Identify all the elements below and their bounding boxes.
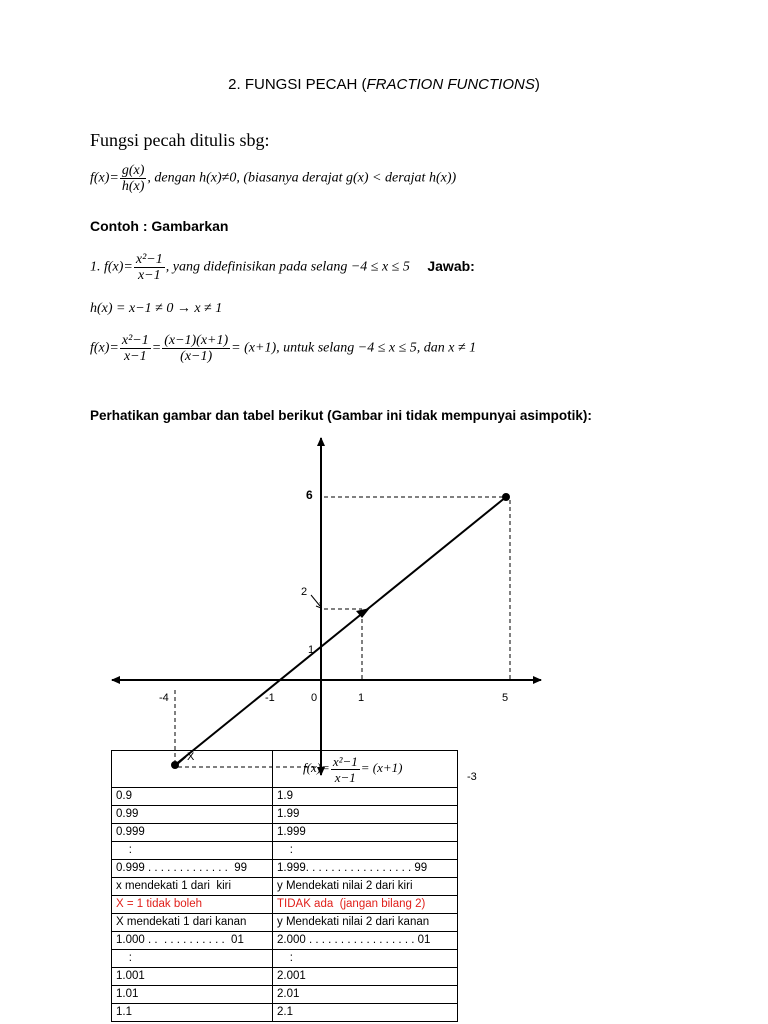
definition-fraction: $\frac{g(x)}{h(x)}$	[121, 163, 145, 194]
example-formula: 1. f(x)= $\frac{\text{x²−1}}{x-1}$ , yang didefinisikan pada selang −4 ≤ x ≤ 5 Jawab:	[90, 252, 475, 283]
header-formula: f(x)= $\frac{\text{x²−1}}{x-1}$ = (x+1)	[303, 753, 403, 785]
cell-y: y Mendekati nilai 2 dari kiri	[273, 878, 458, 896]
endpoint-right	[502, 493, 510, 501]
step2-fraction-1: $\frac{\text{x²−1}}{x-1}$	[121, 333, 149, 364]
cell-x: 1.000 . . . . . . . . . . . . 01	[112, 932, 273, 950]
equals-sign: =	[151, 340, 162, 356]
table-row	[112, 1004, 458, 1022]
intro-text: Fungsi pecah ditulis sbg:	[90, 130, 270, 150]
cell-y: 2.01	[273, 986, 458, 1004]
table-row	[112, 950, 458, 968]
example-heading: Contoh : Gambarkan	[90, 218, 229, 234]
step-1: h(x) = x−1 ≠ 0 → x ≠ 1	[90, 301, 223, 316]
definition-formula: f(x)= $\frac{g(x)}{h(x)}$ , dengan h(x)≠0, (biasanya derajat g(x) < derajat h(x))	[90, 163, 457, 194]
cell-y: 1.9	[273, 788, 458, 806]
table-row	[112, 986, 458, 1004]
y-tick-2: 2	[301, 586, 308, 598]
x-tick-neg4: -4	[159, 692, 169, 704]
cell-y: 2.001	[273, 968, 458, 986]
page-title: 2. FUNGSI PECAH (FRACTION FUNCTIONS)	[228, 76, 540, 93]
table-row	[112, 788, 458, 806]
y-tick-1: 1	[308, 644, 315, 656]
cell-x: 0.999	[112, 824, 273, 842]
cell-y: y Mendekati nilai 2 dari kanan	[273, 914, 458, 932]
cell-x: 1.001	[112, 968, 273, 986]
x-tick-1: 1	[358, 692, 365, 704]
cell-x: 0.999 . . . . . . . . . . . . . 99	[112, 860, 273, 878]
table-row	[112, 896, 458, 914]
cell-y: 2.1	[273, 1004, 458, 1022]
guide-lines	[175, 497, 510, 767]
cell-y: 1.99	[273, 806, 458, 824]
table-row	[112, 860, 458, 878]
table-row	[112, 968, 458, 986]
cell-x: 1.1	[112, 1004, 273, 1022]
table-body	[112, 788, 458, 1022]
cell-x: :	[112, 950, 273, 968]
x-point-label: X	[187, 751, 195, 763]
cell-x: X mendekati 1 dari kanan	[112, 914, 273, 932]
value-table	[111, 750, 458, 1022]
x-tick-5: 5	[502, 692, 509, 704]
answer-label: Jawab:	[427, 257, 475, 274]
x-tick-neg1: -1	[265, 692, 275, 704]
cell-x: X = 1 tidak boleh	[112, 896, 273, 914]
cell-y: TIDAK ada (jangan bilang 2)	[273, 896, 458, 914]
cell-x: 0.9	[112, 788, 273, 806]
cell-x: x mendekati 1 dari kiri	[112, 878, 273, 896]
y-tick-6: 6	[306, 488, 313, 502]
table-row	[112, 842, 458, 860]
table-row	[112, 806, 458, 824]
observe-text: Perhatikan gambar dan tabel berikut (Gambar ini tidak mempunyai asimpotik):	[90, 408, 592, 423]
cell-y: 1.999	[273, 824, 458, 842]
table-row	[112, 932, 458, 950]
step-2: f(x)= $\frac{\text{x²−1}}{x-1}$ = $\frac{(x-1)(x+1)}{(x-1)}$ = (x+1), untuk selang −4 ≤ x ≤ 5, dan x ≠ 1	[90, 333, 477, 364]
table-row	[112, 878, 458, 896]
label-2-arrow	[311, 595, 320, 606]
table-row	[112, 824, 458, 842]
function-line	[175, 497, 509, 765]
x-tick-0: 0	[311, 692, 318, 704]
header-right	[273, 751, 458, 788]
cell-y: 1.999. . . . . . . . . . . . . . . . . 99	[273, 860, 458, 878]
cell-x: 1.01	[112, 986, 273, 1004]
cell-y: :	[273, 950, 458, 968]
neg3-label: -3	[467, 771, 477, 783]
example-fraction: $\frac{\text{x²−1}}{x-1}$	[135, 252, 163, 283]
header-fraction: $\frac{\text{x²−1}}{x-1}$	[332, 753, 358, 785]
step2-fraction-2: $\frac{(x-1)(x+1)}{(x-1)}$	[164, 333, 229, 364]
header-left	[112, 751, 273, 788]
table-header-row	[112, 751, 458, 788]
cell-y: :	[273, 842, 458, 860]
cell-x: :	[112, 842, 273, 860]
table-row	[112, 914, 458, 932]
cell-y: 2.000 . . . . . . . . . . . . . . . . . 01	[273, 932, 458, 950]
cell-x: 0.99	[112, 806, 273, 824]
